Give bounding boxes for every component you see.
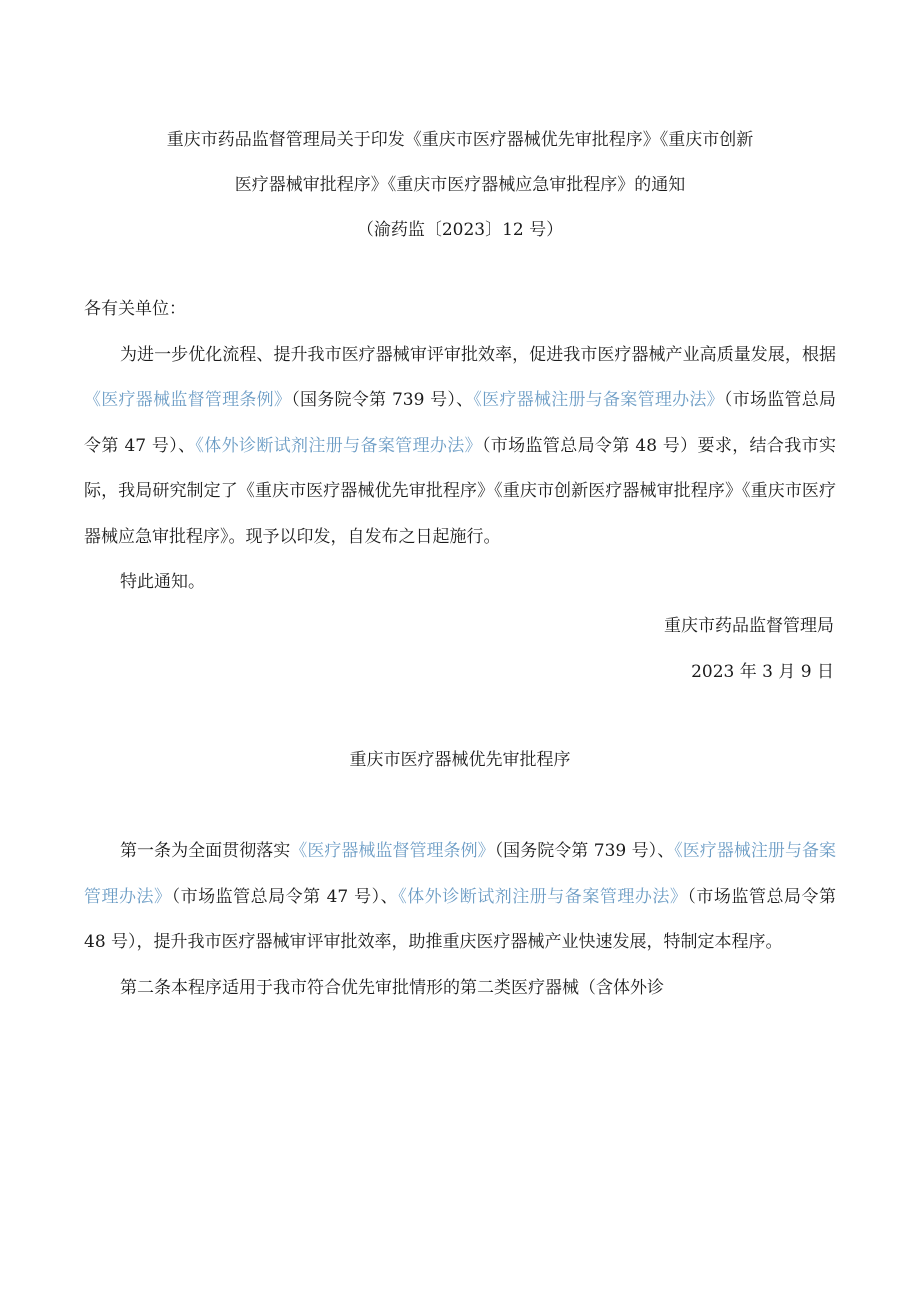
article-text: （市场监管总局令第 48 号），提升我市医疗器械审评审批效率，助推重庆医疗器械产业快速发展，特制定本程序。 <box>84 886 837 952</box>
procedure-title: 重庆市医疗器械优先审批程序 <box>349 750 571 770</box>
document-title-line-1: 重庆市药品监督管理局关于印发《重庆市医疗器械优先审批程序》《重庆市创新 <box>166 130 754 150</box>
paragraph-text: （市场监管总局令第 48 号）要求，结合我市实际，我局研究制定了《重庆市医疗器械优先审批程序》《重庆市创新医疗器械审批程序》《重庆市医疗器械应急审批程序》。现予以印发，自发布之日起施行。 <box>84 435 836 547</box>
salutation: 各有关单位： <box>84 299 186 319</box>
regulation-link-registration[interactable]: 《医疗器械注册与备案管理办法》 <box>473 390 724 410</box>
article-text: 第一条为全面贯彻落实 <box>120 841 291 861</box>
notice-paragraph <box>84 333 836 561</box>
paragraph-text: （国务院令第 739 号）、 <box>291 390 474 410</box>
issue-date: 2023 年 3 月 9 日 <box>691 661 834 682</box>
article-text: （市场监管总局令第 47 号）、 <box>171 886 399 907</box>
article-text: （国务院令第 739 号）、 <box>494 841 675 861</box>
article-1 <box>84 829 836 966</box>
regulation-link-device-supervision[interactable]: 《医疗器械监督管理条例》 <box>84 390 292 410</box>
document-number: （渝药监〔2023〕12 号） <box>356 220 564 240</box>
regulation-link-registration[interactable]: 《医疗器械注册与备案管理办法》 <box>84 841 837 907</box>
article-2: 第二条本程序适用于我市符合优先审批情形的第二类医疗器械（含体外诊 <box>120 977 664 998</box>
document-title-block <box>0 128 920 263</box>
closing-text: 特此通知。 <box>120 572 205 592</box>
procedure-body <box>84 829 836 1011</box>
signature-block <box>664 604 834 695</box>
paragraph-text: （市场监管总局令第 47 号）、 <box>84 390 837 456</box>
document-title-line-2: 医疗器械审批程序》《重庆市医疗器械应急审批程序》的通知 <box>234 175 686 195</box>
issuer-name: 重庆市药品监督管理局 <box>664 616 834 636</box>
regulation-link-ivd-registration[interactable]: 《体外诊断试剂注册与备案管理办法》 <box>195 435 482 456</box>
notice-body <box>84 287 836 606</box>
paragraph-text: 为进一步优化流程、提升我市医疗器械审评审批效率，促进我市医疗器械产业高质量发展，根据 <box>120 344 836 365</box>
regulation-link-device-supervision[interactable]: 《医疗器械监督管理条例》 <box>290 841 495 861</box>
regulation-link-ivd-registration[interactable]: 《体外诊断试剂注册与备案管理办法》 <box>398 886 688 907</box>
